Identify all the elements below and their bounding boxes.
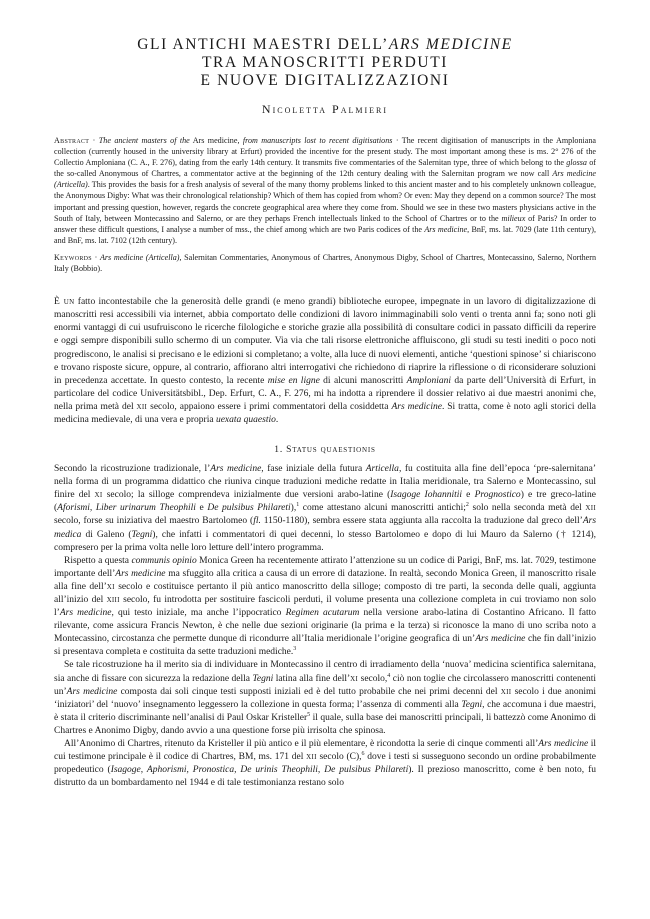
author-name: Nicoletta Palmieri (261, 102, 389, 116)
dropcap: È un (54, 297, 75, 308)
paragraph-3: Se tale ricostruzione ha il merito sia di individuare in Montecassino il centro di irradiamento della ‘nuova’ medicina scientifica salernitana, sia anche di fissare con sicurezza la redazione della Tegni latina alla fine dell’xi secolo,$^4$ ciò non toglie che circolassero manoscritti contenenti un’Ars medicine composta dai soli cinque testi supposti iniziali ed è del tutto probabile che nei primi decenni del xii secolo i due anonimi ‘iniziatori’ del ‘nuovo’ insegnamento leggessero la collezione in questa forma; l’assenza di commenti alla Tegni, che accomuna i due maestri, è stata il criterio discriminante nell’analisi di Paul Oskar Kristeller$^5$ il quale, sulla base dei manoscritti principali, li battezzò come Anonimo di Chartres e Anonimo Digby, dando avvio a una questione forse più irrisolta che spinosa. (54, 660, 596, 736)
paragraph-4: All’Anonimo di Chartres, ritenuto da Kristeller il più antico e il più elementare, è ricondotta la serie di cinque commenti all’Ars medicine il cui testimone principale è il codice di Chartres, BM, ms. 171 del xii secolo (C),$^6$ dove i testi si susseguono secondo un ordine probabilmente propedeutico (Isagoge, Aphorismi, Pronostica, De urinis Theophili, De pulsibus Philareti). Il prezioso manoscritto, come è ben noto, fu distrutto da un bombardamento nel 1944 e di tale testimonianza restano solo (54, 739, 597, 789)
section-heading: 1. Status quaestionis (274, 445, 376, 456)
title-line-1: GLI ANTICHI MAESTRI DELL’ARS MEDICINE (137, 36, 513, 53)
paragraph-2: Rispetto a questa communis opinio Monica Green ha recentemente attirato l’attenzione su un codice di Parigi, BnF, ms. lat. 7029, testimone importante dell’Ars medicine ma sfuggito alla critica a causa di un errore di datazione. In realtà, secondo Monica Green, il manoscritto risale alla fine dell’xi secolo e costituisce pertanto il più antico manoscritto della silloge; composto di tre parti, la seconda delle quali, aggiunta all’inizio del xiii secolo, fu introdotta per sostituire fascicoli perduti, il volume presenta una collezione completa in cui troviamo non solo l’Ars medicine, qui testo iniziale, ma anche l’ippocratico Regimen acutarum nella versione arabo-latina di Costantino Africano. Il fatto rilevante, come assicura Francis Newton, è che nelle due sezioni originarie (la prima e la terza) si riconosce la mano di uno scriba noto a Montecassino, circostanza che permette dunque di ricondurre all’Italia meridionale l’origine geografica di un’Ars medicine che fin dall’inizio si presentava completa e costituita da sette traduzioni mediche.$^3$ (54, 555, 597, 658)
footnote-ref[interactable]: 6 (361, 750, 365, 757)
footnote-ref[interactable]: 1 (296, 502, 300, 509)
title-line-3: E NUOVE DIGITALIZZAZIONI (200, 72, 450, 89)
footnote-ref[interactable]: 4 (387, 672, 391, 679)
abstract: Abstract · The ancient masters of the Ars medicine, from manuscripts lost to recent digitisations · The recent digitisation of manuscripts in the Amploniana collection (currently housed in the university library at Erfurt) provided the incentive for the present study. The most important among these is ms. 2° 276 of the Collectio Amploniana (C. A., F. 276), dating from the early 14th century. It transmits five commentaries of the Salernitan type, three of which belong to the glossa of the so-called Anonymous of Chartres, a commentator active at the beginning of the 12th century dealing with the Salernitan program we now call Ars medicine (Articella). This provides the basis for a fresh analysis of several of the many thorny problems linked to this ancient master and to his completely unknown colleague, the Anonymous Digby: What was their chronological relationship? Which of them has copied from whom? Or even: May they depend on a common source? The most important and pressing question, however, regards the concrete geographical area where they come from. Should we see in these two masters physicians active in the South of Italy, between Montecassino and Salerno, or are they perhaps French intellectuals linked to the School of Chartres or to the milieux of Paris? In order to answer these difficult questions, I analyse a number of mss., the chief among which are two Paris codices of the Ars medicine, BnF, ms. lat. 7029 (late 11th century), and BnF, ms. lat. 7102 (12th century). (54, 136, 597, 245)
paragraph-1: Secondo la ricostruzione tradizionale, l’Ars medicine, fase iniziale della futura Articella, fu costituita alla fine dell’epoca ‘pre-salernitana’ nella forma di un programma didattico che riuniva cinque traduzioni mediche redatte in Italia meridionale, tra Salerno e Montecassino, sul finire del xi secolo; la silloge comprendeva inizialmente due versioni arabo-latine (Isagoge Iohannitii e Prognostico) e tre greco-latine (Aforismi, Liber urinarum Theophili e De pulsibus Philareti),$^1$ come attestano alcuni manoscritti antichi;$^2$ solo nella seconda metà del xii secolo, forse su iniziativa del maestro Bartolomeo (fl. 1150-1180), sembra essere stata aggiunta alla raccolta la traduzione dal greco dell’Ars medica di Galeno (Tegni), che infatti i commentatori di quei decenni, lo stesso Bartolomeo e dopo di lui Mauro da Salerno († 1214), compresero per la prima volta nelle loro letture dell’intero programma. (54, 464, 597, 553)
footnote-ref[interactable]: 5 (307, 711, 311, 718)
footnote-ref[interactable]: 3 (293, 646, 297, 653)
abstract-label: Abstract (54, 136, 90, 145)
intro-paragraph: È un fatto incontestabile che la generosità delle grandi (e meno grandi) biblioteche europee, impegnate in un lavoro di digitalizzazione di manoscritti resi accessibili via internet, abbia comportato delle condizioni di lavoro inimmaginabili solo venti o trenta anni fa; sono noti gli enormi vantaggi di cui usufruiscono le ricerche filologiche e storiche grazie alla possibilità di consultare codici in passato difficili da reperire e oggi sempre disponibili sullo schermo di un computer. Via via che tali risorse elettroniche affluiscono, gli studi su testi inediti o poco noti progrediscono, le analisi si precisano e le edizioni si completano; a volte, alla luce di nuovi elementi, antiche ‘questioni spinose’ si chiariscono e trovano risposte sicure, oppure, al contrario, affiorano altri interrogativi che richiedono di riaprire la riflessione o di riconsiderare soluzioni in precedenza accettate. In questo contesto, la recente mise en ligne di alcuni manoscritti Amploniani da parte dell’Università di Erfurt, in particolare del codice Universitätsbibl., Dep. Erfurt, C. A., F. 276, mi ha indotta a riprendere il dossier relativo ai due maestri anonimi che, nella prima metà del xii secolo, appaiono essere i primi commentatori della cosiddetta Ars medicine. Si tratta, come è noto agli storici della medicina medievale, di una vera e propria uexata quaestio. (54, 297, 596, 425)
keywords-label: Keywords (54, 252, 92, 262)
article-title (54, 36, 596, 90)
title-line-2: TRA MANOSCRITTI PERDUTI (201, 54, 449, 71)
footnote-ref[interactable]: 2 (465, 502, 469, 509)
keywords: Keywords · Ars medicine (Articella), Salernitan Commentaries, Anonymous of Chartres, Anonymous Digby, School of Chartres, Montecassino, Salerno, Northern Italy (Bobbio). (54, 252, 596, 274)
